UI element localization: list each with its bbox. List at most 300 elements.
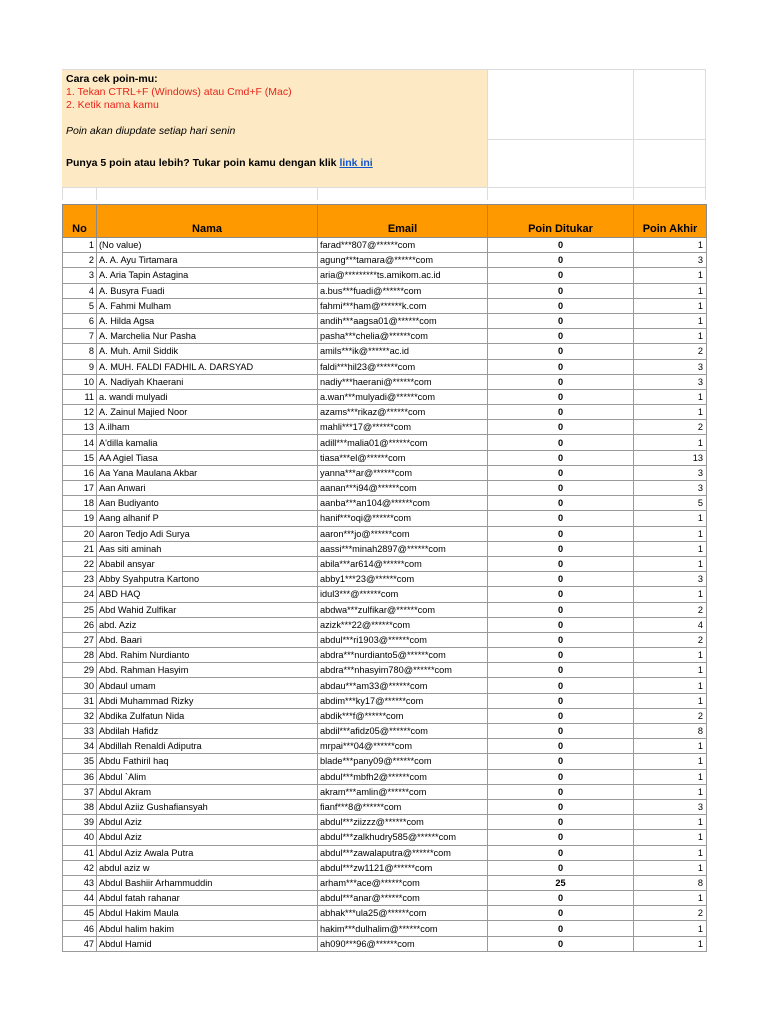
cell-nama: A. Busyra Fuadi xyxy=(97,283,318,298)
cell-nama: Abdaul umam xyxy=(97,678,318,693)
header-poin-ditukar: Poin Ditukar xyxy=(488,205,634,238)
cell-poin-ditukar: 0 xyxy=(488,617,634,632)
cell-poin-ditukar: 0 xyxy=(488,556,634,571)
table-row xyxy=(63,298,707,313)
cell-no: 3 xyxy=(63,268,97,283)
cell-no: 45 xyxy=(63,906,97,921)
cell-no: 19 xyxy=(63,511,97,526)
cell-nama: Abdul Aziz Awala Putra xyxy=(97,845,318,860)
cell-no: 21 xyxy=(63,541,97,556)
cell-no: 26 xyxy=(63,617,97,632)
cell-email: aria@*********ts.amikom.ac.id xyxy=(318,268,488,283)
cell-email: abdul***mbfh2@******com xyxy=(318,769,488,784)
cell-nama: Abdul Aziiz Gushafiansyah xyxy=(97,799,318,814)
cell-poin-akhir: 3 xyxy=(634,359,707,374)
header-no: No xyxy=(63,205,97,238)
cell-poin-ditukar: 0 xyxy=(488,298,634,313)
cell-no: 46 xyxy=(63,921,97,936)
cell-poin-akhir: 1 xyxy=(634,313,707,328)
table-row xyxy=(63,799,707,814)
cell-nama: A. Zainul Majied Noor xyxy=(97,405,318,420)
cell-poin-akhir: 8 xyxy=(634,724,707,739)
cell-no: 37 xyxy=(63,784,97,799)
cell-no: 7 xyxy=(63,329,97,344)
table-header-row xyxy=(63,205,707,238)
table-row xyxy=(63,875,707,890)
cell-poin-ditukar: 0 xyxy=(488,435,634,450)
cell-nama: Abdilah Hafidz xyxy=(97,724,318,739)
table-row xyxy=(63,663,707,678)
cell-no: 11 xyxy=(63,389,97,404)
cell-poin-ditukar: 0 xyxy=(488,420,634,435)
cell-email: hakim***dulhalim@******com xyxy=(318,921,488,936)
cell-poin-akhir: 1 xyxy=(634,329,707,344)
cell-no: 9 xyxy=(63,359,97,374)
cell-email: abdra***nhasyim780@******com xyxy=(318,663,488,678)
cell-poin-akhir: 3 xyxy=(634,374,707,389)
cell-email: abdul***zalkhudry585@******com xyxy=(318,830,488,845)
cell-divider xyxy=(96,187,97,200)
cell-poin-ditukar: 0 xyxy=(488,739,634,754)
cell-email: tiasa***el@******com xyxy=(318,450,488,465)
cell-poin-akhir: 1 xyxy=(634,298,707,313)
cell-nama: Aan Anwari xyxy=(97,481,318,496)
table-row xyxy=(63,359,707,374)
table-row xyxy=(63,739,707,754)
header-poin-akhir: Poin Akhir xyxy=(634,205,707,238)
cell-poin-akhir: 3 xyxy=(634,572,707,587)
cell-nama: ABD HAQ xyxy=(97,587,318,602)
cell-no: 34 xyxy=(63,739,97,754)
table-row xyxy=(63,253,707,268)
cell-poin-ditukar: 0 xyxy=(488,268,634,283)
cell-nama: Abdul fatah rahanar xyxy=(97,891,318,906)
cell-email: faldi***hil23@******com xyxy=(318,359,488,374)
cell-email: agung***tamara@******com xyxy=(318,253,488,268)
cell-poin-ditukar: 0 xyxy=(488,724,634,739)
cell-nama: A.ilham xyxy=(97,420,318,435)
cell-poin-akhir: 1 xyxy=(634,511,707,526)
table-row xyxy=(63,845,707,860)
table-row xyxy=(63,921,707,936)
cell-nama: Abdul halim hakim xyxy=(97,921,318,936)
cell-no: 41 xyxy=(63,845,97,860)
cell-poin-akhir: 1 xyxy=(634,389,707,404)
table-row xyxy=(63,511,707,526)
table-row xyxy=(63,481,707,496)
cell-email: farad***807@******com xyxy=(318,238,488,253)
cell-nama: A. Hilda Agsa xyxy=(97,313,318,328)
table-row xyxy=(63,784,707,799)
table-row xyxy=(63,405,707,420)
cell-poin-ditukar: 0 xyxy=(488,648,634,663)
cell-nama: Abdu Fathiril haq xyxy=(97,754,318,769)
cell-no: 28 xyxy=(63,648,97,663)
cell-email: a.bus***fuadi@******com xyxy=(318,283,488,298)
cell-poin-ditukar: 0 xyxy=(488,526,634,541)
cell-email: azams***rikaz@******com xyxy=(318,405,488,420)
cell-email: abby1***23@******com xyxy=(318,572,488,587)
cell-email: adill***malia01@******com xyxy=(318,435,488,450)
table-row xyxy=(63,815,707,830)
cell-no: 33 xyxy=(63,724,97,739)
cell-email: abhak***ula25@******com xyxy=(318,906,488,921)
table-row xyxy=(63,648,707,663)
cell-poin-ditukar: 0 xyxy=(488,678,634,693)
cell-no: 43 xyxy=(63,875,97,890)
info-step-1: 1. Tekan CTRL+F (Windows) atau Cmd+F (Mac) xyxy=(66,86,292,98)
cell-nama: Abdillah Renaldi Adiputra xyxy=(97,739,318,754)
cell-poin-akhir: 1 xyxy=(634,693,707,708)
cell-nama: Abd. Rahman Hasyim xyxy=(97,663,318,678)
cell-nama: A. Fahmi Mulham xyxy=(97,298,318,313)
cell-poin-akhir: 1 xyxy=(634,754,707,769)
cell-no: 38 xyxy=(63,799,97,814)
cell-poin-akhir: 1 xyxy=(634,891,707,906)
cell-poin-akhir: 1 xyxy=(634,405,707,420)
cell-email: nadiy***haerani@******com xyxy=(318,374,488,389)
cell-email: aanba***an104@******com xyxy=(318,496,488,511)
cell-nama: Ababil ansyar xyxy=(97,556,318,571)
cell-nama: Abdul Aziz xyxy=(97,830,318,845)
cell-no: 16 xyxy=(63,465,97,480)
cell-email: andih***aagsa01@******com xyxy=(318,313,488,328)
cell-poin-akhir: 2 xyxy=(634,420,707,435)
cell-nama: A. Nadiyah Khaerani xyxy=(97,374,318,389)
cell-poin-ditukar: 0 xyxy=(488,708,634,723)
cell-email: amils***ik@******ac.id xyxy=(318,344,488,359)
cell-nama: abd. Aziz xyxy=(97,617,318,632)
cell-email: abdik***f@******com xyxy=(318,708,488,723)
info-step-2: 2. Ketik nama kamu xyxy=(66,99,159,111)
exchange-link[interactable]: link ini xyxy=(339,157,373,169)
cell-divider xyxy=(62,187,63,200)
cell-no: 8 xyxy=(63,344,97,359)
cell-no: 30 xyxy=(63,678,97,693)
cell-poin-akhir: 1 xyxy=(634,739,707,754)
cell-no: 6 xyxy=(63,313,97,328)
cell-nama: A. Aria Tapin Astagina xyxy=(97,268,318,283)
cell-nama: AA Agiel Tiasa xyxy=(97,450,318,465)
table-row xyxy=(63,329,707,344)
cell-poin-akhir: 2 xyxy=(634,708,707,723)
cell-poin-ditukar: 0 xyxy=(488,344,634,359)
cell-no: 40 xyxy=(63,830,97,845)
cell-poin-ditukar: 0 xyxy=(488,329,634,344)
cell-poin-ditukar: 0 xyxy=(488,845,634,860)
table-row xyxy=(63,587,707,602)
cell-email: aaron***jo@******com xyxy=(318,526,488,541)
table-row xyxy=(63,420,707,435)
cell-poin-akhir: 1 xyxy=(634,587,707,602)
cell-email: akram***amlin@******com xyxy=(318,784,488,799)
cell-divider xyxy=(705,69,706,200)
table-row xyxy=(63,830,707,845)
cell-no: 23 xyxy=(63,572,97,587)
table-row xyxy=(63,389,707,404)
cell-poin-ditukar: 0 xyxy=(488,921,634,936)
cell-email: azizk***22@******com xyxy=(318,617,488,632)
cell-email: abdau***am33@******com xyxy=(318,678,488,693)
cell-email: aanan***i94@******com xyxy=(318,481,488,496)
cell-nama: Abby Syahputra Kartono xyxy=(97,572,318,587)
cell-no: 4 xyxy=(63,283,97,298)
cell-poin-ditukar: 0 xyxy=(488,359,634,374)
cell-poin-ditukar: 0 xyxy=(488,572,634,587)
table-row xyxy=(63,526,707,541)
cell-email: abdul***zw1121@******com xyxy=(318,860,488,875)
cell-poin-ditukar: 0 xyxy=(488,602,634,617)
cell-nama: Abdul Aziz xyxy=(97,815,318,830)
cell-no: 22 xyxy=(63,556,97,571)
cell-poin-akhir: 1 xyxy=(634,830,707,845)
cell-nama: Aaron Tedjo Adi Surya xyxy=(97,526,318,541)
cell-poin-akhir: 1 xyxy=(634,541,707,556)
table-row xyxy=(63,617,707,632)
cell-email: ah090***96@******com xyxy=(318,936,488,951)
cell-nama: Aas siti aminah xyxy=(97,541,318,556)
cell-email: arham***ace@******com xyxy=(318,875,488,890)
cell-poin-akhir: 1 xyxy=(634,663,707,678)
table-row xyxy=(63,754,707,769)
table-row xyxy=(63,450,707,465)
cell-email: idul3***@******com xyxy=(318,587,488,602)
cell-nama: A. A. Ayu Tirtamara xyxy=(97,253,318,268)
cell-email: blade***pany09@******com xyxy=(318,754,488,769)
cell-poin-ditukar: 0 xyxy=(488,587,634,602)
cell-poin-ditukar: 0 xyxy=(488,313,634,328)
cell-no: 32 xyxy=(63,708,97,723)
cell-nama: Abd Wahid Zulfikar xyxy=(97,602,318,617)
cell-poin-ditukar: 0 xyxy=(488,374,634,389)
cell-no: 17 xyxy=(63,481,97,496)
cell-no: 35 xyxy=(63,754,97,769)
points-table xyxy=(62,204,707,952)
info-note: Poin akan diupdate setiap hari senin xyxy=(66,125,236,137)
header-nama: Nama xyxy=(97,205,318,238)
table-row xyxy=(63,435,707,450)
cell-poin-akhir: 1 xyxy=(634,435,707,450)
cell-nama: (No value) xyxy=(97,238,318,253)
cell-no: 10 xyxy=(63,374,97,389)
cell-nama: A. MUH. FALDI FADHIL A. DARSYAD xyxy=(97,359,318,374)
cell-poin-ditukar: 0 xyxy=(488,769,634,784)
cell-no: 24 xyxy=(63,587,97,602)
table-row xyxy=(63,238,707,253)
exchange-line xyxy=(66,157,373,169)
cell-poin-akhir: 1 xyxy=(634,238,707,253)
cell-email: a.wan***mulyadi@******com xyxy=(318,389,488,404)
cell-no: 15 xyxy=(63,450,97,465)
cell-no: 1 xyxy=(63,238,97,253)
cell-divider xyxy=(487,139,706,140)
cell-poin-akhir: 1 xyxy=(634,860,707,875)
cell-email: yanna***ar@******com xyxy=(318,465,488,480)
table-row xyxy=(63,693,707,708)
cell-no: 18 xyxy=(63,496,97,511)
cell-email: abdim***ky17@******com xyxy=(318,693,488,708)
cell-nama: Abd. Baari xyxy=(97,632,318,647)
cell-no: 31 xyxy=(63,693,97,708)
table-row xyxy=(63,708,707,723)
table-row xyxy=(63,572,707,587)
cell-poin-ditukar: 0 xyxy=(488,693,634,708)
cell-poin-akhir: 1 xyxy=(634,678,707,693)
cell-poin-ditukar: 0 xyxy=(488,906,634,921)
table-row xyxy=(63,678,707,693)
cell-no: 44 xyxy=(63,891,97,906)
cell-divider xyxy=(633,69,634,200)
cell-divider xyxy=(62,69,706,70)
cell-email: abdul***ziizzz@******com xyxy=(318,815,488,830)
cell-poin-ditukar: 0 xyxy=(488,389,634,404)
header-email: Email xyxy=(318,205,488,238)
table-row xyxy=(63,313,707,328)
cell-poin-akhir: 3 xyxy=(634,481,707,496)
cell-no: 2 xyxy=(63,253,97,268)
cell-nama: abdul aziz w xyxy=(97,860,318,875)
cell-poin-akhir: 3 xyxy=(634,465,707,480)
cell-email: abila***ar614@******com xyxy=(318,556,488,571)
cell-nama: Abdul Akram xyxy=(97,784,318,799)
cell-no: 20 xyxy=(63,526,97,541)
table-row xyxy=(63,724,707,739)
cell-poin-ditukar: 0 xyxy=(488,541,634,556)
cell-nama: Abdul `Alim xyxy=(97,769,318,784)
cell-poin-akhir: 2 xyxy=(634,602,707,617)
cell-email: pasha***chelia@******com xyxy=(318,329,488,344)
cell-divider xyxy=(62,187,706,188)
cell-no: 47 xyxy=(63,936,97,951)
cell-no: 42 xyxy=(63,860,97,875)
cell-poin-ditukar: 0 xyxy=(488,481,634,496)
cell-email: abdwa***zulfikar@******com xyxy=(318,602,488,617)
table-row xyxy=(63,602,707,617)
cell-poin-akhir: 8 xyxy=(634,875,707,890)
cell-email: abdra***nurdianto5@******com xyxy=(318,648,488,663)
cell-poin-ditukar: 0 xyxy=(488,405,634,420)
cell-poin-akhir: 2 xyxy=(634,344,707,359)
cell-poin-ditukar: 0 xyxy=(488,815,634,830)
table-row xyxy=(63,268,707,283)
cell-poin-ditukar: 0 xyxy=(488,936,634,951)
cell-nama: A. Marchelia Nur Pasha xyxy=(97,329,318,344)
cell-nama: Abdika Zulfatun Nida xyxy=(97,708,318,723)
cell-no: 12 xyxy=(63,405,97,420)
cell-poin-ditukar: 0 xyxy=(488,830,634,845)
cell-nama: Abdul Bashiir Arhammuddin xyxy=(97,875,318,890)
cell-email: hanif***oqi@******com xyxy=(318,511,488,526)
cell-poin-ditukar: 0 xyxy=(488,238,634,253)
cell-poin-ditukar: 0 xyxy=(488,891,634,906)
table-row xyxy=(63,632,707,647)
cell-email: abdil***afidz05@******com xyxy=(318,724,488,739)
cell-poin-ditukar: 0 xyxy=(488,754,634,769)
table-row xyxy=(63,344,707,359)
cell-email: abdul***ri1903@******com xyxy=(318,632,488,647)
cell-nama: a. wandi mulyadi xyxy=(97,389,318,404)
cell-poin-akhir: 1 xyxy=(634,845,707,860)
cell-email: mrpai***04@******com xyxy=(318,739,488,754)
info-title: Cara cek poin-mu: xyxy=(66,73,158,85)
table-row xyxy=(63,906,707,921)
table-row xyxy=(63,541,707,556)
cell-poin-ditukar: 0 xyxy=(488,496,634,511)
table-body xyxy=(63,238,707,952)
cell-no: 39 xyxy=(63,815,97,830)
cell-email: abdul***anar@******com xyxy=(318,891,488,906)
cell-nama: Abdul Hamid xyxy=(97,936,318,951)
cell-poin-akhir: 1 xyxy=(634,268,707,283)
table-row xyxy=(63,860,707,875)
cell-poin-akhir: 13 xyxy=(634,450,707,465)
cell-poin-ditukar: 0 xyxy=(488,450,634,465)
cell-email: aassi***minah2897@******com xyxy=(318,541,488,556)
cell-poin-ditukar: 25 xyxy=(488,875,634,890)
exchange-text: Punya 5 poin atau lebih? Tukar poin kamu dengan klik xyxy=(66,157,340,169)
table-row xyxy=(63,283,707,298)
cell-nama: Aa Yana Maulana Akbar xyxy=(97,465,318,480)
cell-poin-ditukar: 0 xyxy=(488,511,634,526)
cell-email: fahmi***ham@******k.com xyxy=(318,298,488,313)
cell-poin-akhir: 1 xyxy=(634,769,707,784)
cell-no: 5 xyxy=(63,298,97,313)
cell-divider xyxy=(487,69,488,200)
cell-poin-akhir: 1 xyxy=(634,815,707,830)
cell-nama: Abdi Muhammad Rizky xyxy=(97,693,318,708)
cell-no: 14 xyxy=(63,435,97,450)
cell-poin-akhir: 1 xyxy=(634,784,707,799)
cell-email: abdul***zawalaputra@******com xyxy=(318,845,488,860)
table-row xyxy=(63,891,707,906)
cell-nama: Abdul Hakim Maula xyxy=(97,906,318,921)
cell-poin-akhir: 1 xyxy=(634,283,707,298)
cell-poin-akhir: 5 xyxy=(634,496,707,511)
table-row xyxy=(63,374,707,389)
table-row xyxy=(63,496,707,511)
cell-poin-akhir: 1 xyxy=(634,526,707,541)
cell-no: 27 xyxy=(63,632,97,647)
cell-poin-ditukar: 0 xyxy=(488,253,634,268)
cell-poin-ditukar: 0 xyxy=(488,663,634,678)
cell-nama: Abd. Rahim Nurdianto xyxy=(97,648,318,663)
cell-poin-akhir: 1 xyxy=(634,936,707,951)
cell-poin-ditukar: 0 xyxy=(488,632,634,647)
cell-poin-ditukar: 0 xyxy=(488,799,634,814)
cell-divider xyxy=(317,187,318,200)
cell-poin-akhir: 1 xyxy=(634,556,707,571)
cell-poin-akhir: 2 xyxy=(634,906,707,921)
table-row xyxy=(63,556,707,571)
table-row xyxy=(63,465,707,480)
cell-poin-ditukar: 0 xyxy=(488,283,634,298)
cell-poin-akhir: 1 xyxy=(634,648,707,663)
cell-poin-ditukar: 0 xyxy=(488,465,634,480)
table-row xyxy=(63,936,707,951)
cell-poin-ditukar: 0 xyxy=(488,860,634,875)
cell-no: 29 xyxy=(63,663,97,678)
cell-nama: Aang alhanif P xyxy=(97,511,318,526)
cell-nama: A'dilla kamalia xyxy=(97,435,318,450)
table-row xyxy=(63,769,707,784)
cell-email: fianf***8@******com xyxy=(318,799,488,814)
cell-nama: A. Muh. Amil Siddik xyxy=(97,344,318,359)
cell-poin-akhir: 4 xyxy=(634,617,707,632)
cell-poin-akhir: 3 xyxy=(634,799,707,814)
cell-no: 36 xyxy=(63,769,97,784)
cell-poin-akhir: 3 xyxy=(634,253,707,268)
cell-poin-ditukar: 0 xyxy=(488,784,634,799)
